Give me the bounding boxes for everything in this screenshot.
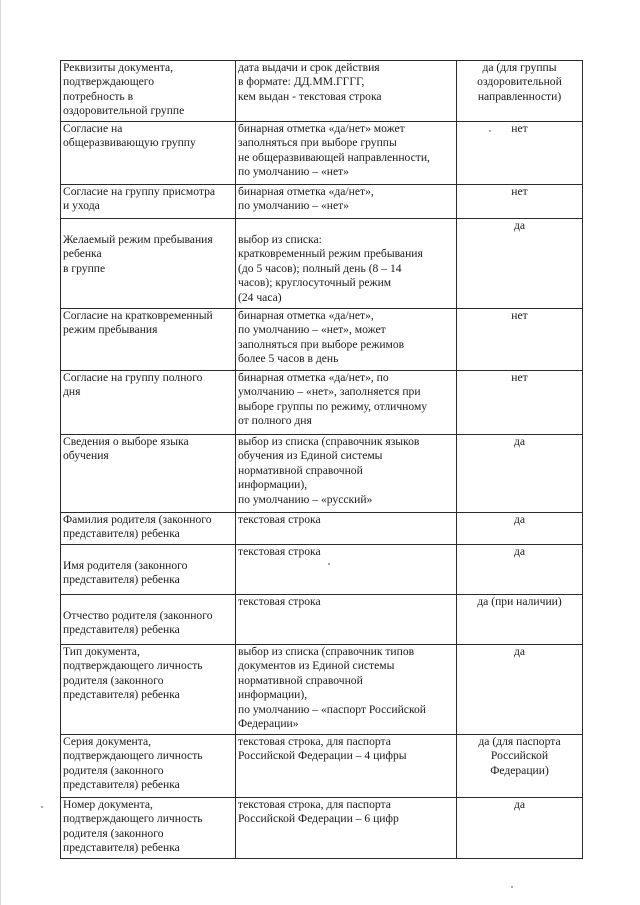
table-row [61,513,583,545]
field-name-cell: Серия документа, подтверждающего личность родителя (законного представителя) ребенка [61,735,236,798]
table-row [61,309,583,371]
field-name-cell: Отчество родителя (законного представителя) ребенка [61,595,236,645]
field-name-cell: Согласие на группу присмотра и ухода [61,185,236,219]
field-required-cell: нет [457,309,583,371]
field-required-cell: да (для группы оздоровительной направленности) [457,61,583,122]
scan-speck [511,886,513,888]
scan-speck [489,130,491,132]
field-name-cell: Желаемый режим пребывания ребенка в группе [61,219,236,309]
field-required-cell: нет [457,185,583,219]
table-row [61,735,583,798]
field-format-cell: выбор из списка (справочник типов документов из Единой системы нормативной справочной информации), по умолчанию – «паспорт Российской Федерации» [236,645,457,735]
field-required-cell: да [457,435,583,513]
field-required-cell: да [457,513,583,545]
field-required-cell: да [457,798,583,859]
field-name-cell: Реквизиты документа, подтверждающего потребность в оздоровительной группе [61,61,236,122]
field-format-cell: дата выдачи и срок действия в формате: ДД.ММ.ГГГГ, кем выдан - текстовая строка [236,61,457,122]
field-required-cell: нет [457,122,583,185]
field-required-cell: нет [457,371,583,435]
field-name-cell: Тип документа, подтверждающего личность родителя (законного представителя) ребенка [61,645,236,735]
field-format-cell: бинарная отметка «да/нет», по умолчанию – «нет», может заполняться при выборе режимов более 5 часов в день [236,309,457,371]
table-row [61,545,583,595]
field-format-cell: бинарная отметка «да/нет» может заполняться при выборе группы не общеразвивающей направленности, по умолчанию – «нет» [236,122,457,185]
requirements-table [60,60,583,859]
field-required-cell: да [457,545,583,595]
page-edge [0,0,1,905]
table-row [61,371,583,435]
field-format-cell: текстовая строка, для паспорта Российской Федерации – 6 цифр [236,798,457,859]
field-required-cell: да (при наличии) [457,595,583,645]
field-name-cell: Фамилия родителя (законного представителя) ребенка [61,513,236,545]
field-name-cell: Согласие на общеразвивающую группу [61,122,236,185]
field-name-cell: Сведения о выборе языка обучения [61,435,236,513]
table-row [61,185,583,219]
field-name-cell: Согласие на кратковременный режим пребывания [61,309,236,371]
table-row [61,798,583,859]
field-required-cell: да (для паспорта Российской Федерации) [457,735,583,798]
field-format-cell: выбор из списка: кратковременный режим пребывания (до 5 часов); полный день (8 – 14 часов); круглосуточный режим (24 часа) [236,219,457,309]
field-name-cell: Согласие на группу полного дня [61,371,236,435]
field-format-cell: текстовая строка, для паспорта Российской Федерации – 4 цифры [236,735,457,798]
table-row [61,219,583,309]
table-row [61,122,583,185]
table-row [61,595,583,645]
table-row [61,435,583,513]
scan-speck [41,806,43,808]
table-row [61,61,583,122]
field-format-cell: бинарная отметка «да/нет», по умолчанию – «нет», заполняется при выборе группы по режиму, отличному от полного дня [236,371,457,435]
field-format-cell: текстовая строка [236,595,457,645]
field-name-cell: Имя родителя (законного представителя) ребенка [61,545,236,595]
field-format-cell: бинарная отметка «да/нет», по умолчанию – «нет» [236,185,457,219]
field-required-cell: да [457,645,583,735]
table-row [61,645,583,735]
field-required-cell: да [457,219,583,309]
field-name-cell: Номер документа, подтверждающего личность родителя (законного представителя) ребенка [61,798,236,859]
scan-speck [328,563,330,565]
field-format-cell: текстовая строка [236,513,457,545]
field-format-cell: выбор из списка (справочник языков обучения из Единой системы нормативной справочной информации), по умолчанию – «русский» [236,435,457,513]
field-format-cell: текстовая строка [236,545,457,595]
